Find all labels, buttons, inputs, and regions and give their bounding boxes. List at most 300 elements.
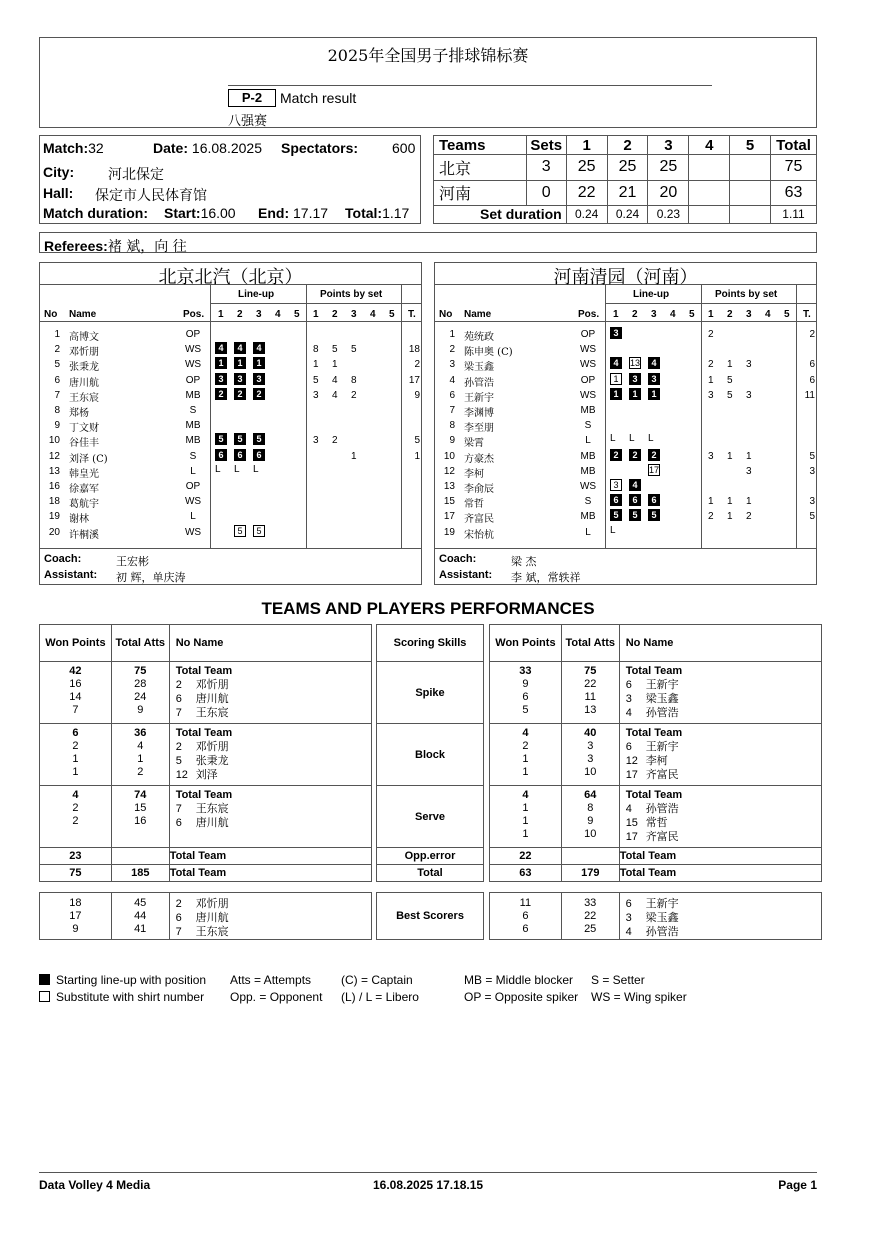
match-info <box>39 135 421 224</box>
total-won-value: 63 <box>490 865 562 882</box>
set-points: 1 <box>727 450 733 462</box>
lineup-entry <box>215 433 227 445</box>
total-set-duration: 1.11 <box>771 205 817 223</box>
player-entry <box>170 768 371 782</box>
referees <box>39 232 817 253</box>
lineup-position: 6 <box>253 449 265 461</box>
footer <box>39 1172 817 1192</box>
player-number: 6 <box>625 898 632 910</box>
player-name: 方豪杰 <box>464 453 494 465</box>
set-points: 3 <box>746 359 752 371</box>
lineup-entry <box>234 342 246 354</box>
player-name: 孙管浩 <box>464 377 494 389</box>
lineup-position: 6 <box>215 449 227 461</box>
player-name: 丁文财 <box>69 423 99 435</box>
match-number: 32 <box>88 140 104 156</box>
player-entry <box>170 830 371 844</box>
lineup-entry <box>610 494 622 506</box>
player-number: 1 <box>449 329 455 340</box>
player-entry <box>620 692 821 706</box>
player-name: 王东宸 <box>195 802 229 815</box>
atts-value: 75 <box>134 665 147 677</box>
player-name: 王东宸 <box>69 392 99 404</box>
total-atts-value: 179 <box>561 865 619 882</box>
player-number: 19 <box>443 526 455 538</box>
footer-page: Page 1 <box>778 1178 817 1192</box>
footer-timestamp: 16.08.2025 17.18.15 <box>373 1178 484 1192</box>
set-points: 2 <box>332 435 338 447</box>
player-position: S <box>189 450 197 462</box>
total-points: 63 <box>771 180 817 205</box>
atts-value: 2 <box>137 766 144 778</box>
set-points: 3 <box>313 435 319 447</box>
team-name: 河南 <box>434 180 527 205</box>
set-points: 2 <box>351 389 357 401</box>
set-points: 2 <box>708 329 714 340</box>
player-number: 5 <box>175 755 182 767</box>
best-name-cell <box>619 893 821 940</box>
lineup-entry <box>215 373 227 385</box>
lineup-entry <box>253 433 265 445</box>
set-score <box>689 155 730 180</box>
player-number: 13 <box>48 465 60 477</box>
lineup-set-header: 4 <box>275 309 281 320</box>
player-number: 6 <box>175 817 182 829</box>
lineup-entry <box>253 449 265 461</box>
player-name: 李俞辰 <box>464 484 494 495</box>
libero-mark <box>234 464 240 475</box>
player-name: 邓忻朋 <box>69 347 99 359</box>
player-number: 6 <box>175 693 182 705</box>
lineup-position: L <box>215 463 221 475</box>
won-value: 1 <box>522 802 529 814</box>
lineup-position: 2 <box>234 388 246 400</box>
city-label: City: <box>43 164 75 180</box>
player-name: 唐川航 <box>195 692 229 705</box>
player-name: 刘泽 <box>195 768 218 781</box>
player-number: 18 <box>48 496 60 508</box>
lineup-set-header: 1 <box>613 309 619 320</box>
player-name: 李柯 <box>645 754 668 767</box>
col-set5: 5 <box>730 136 771 155</box>
lineup-position: 17 <box>649 464 660 475</box>
column-divider <box>701 285 702 548</box>
lineup-entry <box>253 357 265 369</box>
player-entry <box>170 692 371 706</box>
col-total: T. <box>408 309 416 320</box>
city-value: 河北保定 <box>108 167 164 183</box>
assistant-names: 李 斌，常轶祥 <box>511 571 581 584</box>
attempts-cell <box>561 662 619 724</box>
lineup-set-header: 2 <box>237 309 243 320</box>
player-name: 苑统政 <box>464 332 494 343</box>
best-scorer-entry <box>170 925 371 939</box>
set-points: 1 <box>727 359 733 371</box>
player-position: L <box>585 435 591 447</box>
lineup-position: 1 <box>253 357 265 369</box>
roster-home <box>39 262 422 585</box>
best-won-value: 11 <box>519 897 532 909</box>
set-points: 5 <box>332 344 338 356</box>
col-set3: 3 <box>648 136 689 155</box>
player-number: 3 <box>625 912 632 924</box>
lineup-position: 1 <box>648 388 660 400</box>
row-divider <box>40 548 421 549</box>
attempts-cell <box>111 662 169 724</box>
player-name: 邓忻朋 <box>195 740 229 753</box>
won-value: 1 <box>522 828 529 840</box>
set-points: 1 <box>351 450 357 462</box>
player-number: 20 <box>48 526 60 538</box>
atts-value: 28 <box>134 678 147 690</box>
attempts-cell <box>111 724 169 786</box>
atts-value: 1 <box>137 753 144 765</box>
player-number: 8 <box>449 420 455 432</box>
col-set2: 2 <box>607 136 648 155</box>
col-set4: 4 <box>689 136 730 155</box>
team-title: 北京北汽（北京） <box>40 263 421 285</box>
player-entry <box>620 802 821 816</box>
player-name: 宋怡杭 <box>464 529 494 541</box>
atts-value: 3 <box>587 740 594 752</box>
player-name: 常哲 <box>645 816 668 829</box>
player-name: 张秉龙 <box>195 754 229 767</box>
player-name: 谷佳丰 <box>69 438 99 450</box>
legend-mb: MB = Middle blocker <box>464 973 574 987</box>
assistant-label: Assistant: <box>44 569 98 581</box>
col-name: Name <box>464 309 492 320</box>
total-points: 75 <box>771 155 817 180</box>
atts-value: 8 <box>587 802 594 814</box>
lineup-position: 3 <box>253 373 265 385</box>
set-points: 8 <box>313 344 319 356</box>
atts-value: 9 <box>137 704 144 716</box>
player-name: 孙管浩 <box>645 925 679 938</box>
date-label: Date: <box>153 140 189 156</box>
scoring-skills-table <box>376 624 484 882</box>
duration-label: Match duration: <box>43 205 148 221</box>
lineup-set-header: 4 <box>670 309 676 320</box>
lineup-position: 13 <box>630 358 641 369</box>
lineup-entry <box>629 357 641 369</box>
won-points-cell <box>40 662 112 724</box>
best-atts-value: 44 <box>134 910 147 922</box>
player-total: 2 <box>809 329 815 340</box>
lineup-position: 5 <box>234 433 246 445</box>
points-set-header: 3 <box>746 309 752 320</box>
legend-libero: (L) / L = Libero <box>341 990 419 1004</box>
lineup-position: 5 <box>629 509 641 521</box>
atts-value: 15 <box>134 802 147 814</box>
col-total: Total <box>771 136 817 155</box>
lineup-entry <box>215 357 227 369</box>
skill-name: Total <box>377 865 484 882</box>
player-number: 5 <box>54 359 60 371</box>
lineup-set-header: 5 <box>294 309 300 320</box>
set-score <box>689 180 730 205</box>
lineup-entry <box>610 373 622 385</box>
best-scorer-entry <box>170 893 371 911</box>
footer-software: Data Volley 4 Media <box>39 1178 151 1192</box>
won-value: 33 <box>519 665 532 677</box>
player-entry <box>170 754 371 768</box>
best-name-cell <box>169 893 371 940</box>
won-value: 4 <box>522 727 529 739</box>
coach-label: Coach: <box>439 553 477 565</box>
won-value: 4 <box>72 789 79 801</box>
spectators-value: 600 <box>392 140 416 156</box>
player-position: OP <box>185 329 201 340</box>
player-name: 梁玉鑫 <box>645 692 679 705</box>
lineup-position: 4 <box>234 342 246 354</box>
player-entry <box>170 740 371 754</box>
player-position: MB <box>580 450 596 462</box>
won-value: 6 <box>522 691 529 703</box>
won-points-cell <box>490 724 562 786</box>
lineup-entry <box>253 373 265 385</box>
col-won-points: Won Points <box>40 625 112 662</box>
player-number: 7 <box>175 803 182 815</box>
set-score: 20 <box>648 180 689 205</box>
player-total: 6 <box>809 374 815 386</box>
best-won-value: 6 <box>522 923 529 935</box>
players-cell <box>169 662 371 724</box>
lineup-position: 2 <box>215 388 227 400</box>
skill-name: Block <box>377 724 484 786</box>
best-scorer-entry <box>170 911 371 925</box>
legend-opp: Opp. = Opponent <box>230 990 323 1004</box>
player-number: 3 <box>625 693 632 705</box>
report-code: P-2 <box>228 89 276 107</box>
won-value: 2 <box>72 815 79 827</box>
performance-title: TEAMS AND PLAYERS PERFORMANCES <box>261 599 595 618</box>
lineup-entry <box>215 342 227 354</box>
player-name: 刘泽 (C) <box>69 453 108 465</box>
team-name: 北京 <box>434 155 527 180</box>
player-position: S <box>189 405 197 416</box>
total-team-label: Total Team <box>175 665 233 677</box>
lineup-entry <box>253 342 265 354</box>
lineup-position: 5 <box>610 509 622 521</box>
players-cell <box>169 786 371 848</box>
assistant-names: 初 辉，单庆涛 <box>116 571 186 584</box>
col-no-name: No Name <box>619 625 821 662</box>
player-number: 9 <box>54 420 60 432</box>
lineup-position: L <box>629 433 635 445</box>
total-team-label: Total Team <box>619 865 821 882</box>
player-total: 11 <box>804 389 815 401</box>
set-score <box>730 155 771 180</box>
lineup-entry <box>629 449 641 461</box>
lineup-position: 1 <box>629 388 641 400</box>
points-header: Points by set <box>715 289 778 300</box>
lineup-entry <box>215 449 227 461</box>
player-position: WS <box>184 526 202 538</box>
total-duration: 1.17 <box>382 205 410 221</box>
won-value: 7 <box>72 704 79 716</box>
total-won-value: 75 <box>40 865 112 882</box>
player-number: 10 <box>443 450 455 462</box>
set-score: 22 <box>566 180 607 205</box>
total-label: Total: <box>345 205 383 221</box>
coach-name: 梁 杰 <box>511 555 537 568</box>
won-value: 6 <box>72 727 79 739</box>
player-name: 梁玉鑫 <box>645 911 679 924</box>
set-points: 1 <box>727 496 733 508</box>
player-position: WS <box>579 389 597 401</box>
player-position: OP <box>580 329 596 340</box>
player-name: 陈申奥 (C) <box>464 347 513 359</box>
total-team-label: Total Team <box>625 727 683 739</box>
won-value: 16 <box>69 678 82 690</box>
coach-name: 王宏彬 <box>116 555 149 568</box>
player-number: 7 <box>54 389 60 401</box>
player-number: 7 <box>175 926 182 938</box>
player-number: 9 <box>449 435 455 447</box>
lineup-entry <box>253 388 265 400</box>
won-points-cell <box>490 786 562 848</box>
player-name: 徐嘉军 <box>69 484 99 495</box>
lineup-entry <box>234 525 246 537</box>
player-entry <box>620 678 821 692</box>
set-points: 5 <box>313 374 319 386</box>
player-total: 5 <box>809 511 815 523</box>
legend-op: OP = Opposite spiker <box>464 990 579 1004</box>
player-number: 6 <box>175 912 182 924</box>
lineup-entry <box>648 509 660 521</box>
skill-name: Opp.error <box>377 848 484 865</box>
best-scorers-table-b <box>489 892 822 940</box>
points-set-header: 5 <box>389 309 395 320</box>
libero-mark <box>253 464 259 475</box>
player-number: 2 <box>449 344 455 356</box>
report-header <box>39 37 817 128</box>
player-name: 王东宸 <box>195 925 229 938</box>
best-won-cell <box>40 893 112 940</box>
points-set-header: 3 <box>351 309 357 320</box>
lineup-entry <box>234 357 246 369</box>
atts-value: 22 <box>584 678 597 690</box>
legend-setter: S = Setter <box>591 973 645 987</box>
legend-substitute: Substitute with shirt number <box>56 990 205 1004</box>
match-date: 16.08.2025 <box>191 140 262 156</box>
total-team-label: Total Team <box>169 865 371 882</box>
lineup-entry <box>610 357 622 369</box>
player-name: 葛航宇 <box>69 499 99 511</box>
attempts-cell <box>111 786 169 848</box>
atts-value: 10 <box>584 766 597 778</box>
set-points: 2 <box>708 359 714 371</box>
lineup-entry <box>234 449 246 461</box>
lineup-position: 4 <box>215 342 227 354</box>
lineup-entry <box>610 327 622 339</box>
player-name: 齐富民 <box>645 830 679 843</box>
best-won-value: 18 <box>69 897 82 909</box>
total-team-label: Total Team <box>625 665 683 677</box>
end-time: 17.17 <box>293 205 329 221</box>
atts-value: 24 <box>134 691 147 703</box>
player-number: 2 <box>175 898 182 910</box>
total-team-label: Total Team <box>175 789 233 801</box>
player-total: 3 <box>809 496 815 508</box>
row-divider <box>210 303 421 304</box>
player-name: 李柯 <box>464 468 484 480</box>
player-name: 齐富民 <box>464 514 494 526</box>
score-row-home <box>434 155 817 180</box>
legend-ws: WS = Wing spiker <box>591 990 687 1004</box>
player-number: 8 <box>54 405 60 416</box>
player-position: WS <box>184 496 202 508</box>
player-name: 李至朋 <box>464 423 494 435</box>
set-duration <box>730 205 771 223</box>
player-name: 邓忻朋 <box>195 897 229 910</box>
legend-starting: Starting line-up with position <box>56 973 207 987</box>
set-score: 21 <box>607 180 648 205</box>
player-name: 齐富民 <box>645 768 679 781</box>
points-header: Points by set <box>320 289 383 300</box>
best-won-value: 9 <box>72 923 79 935</box>
lineup-position: 3 <box>629 373 641 385</box>
col-scoring-skills: Scoring Skills <box>377 625 484 662</box>
lineup-position: 3 <box>215 373 227 385</box>
won-value: 1 <box>72 766 79 778</box>
player-position: WS <box>579 359 597 371</box>
attempts-cell <box>561 786 619 848</box>
col-total-atts: Total Atts <box>111 625 169 662</box>
best-won-value: 17 <box>69 910 82 922</box>
points-set-header: 4 <box>765 309 771 320</box>
col-teams: Teams <box>434 136 527 155</box>
lineup-entry <box>610 449 622 461</box>
player-entry <box>170 706 371 720</box>
sets-won: 3 <box>526 155 566 180</box>
lineup-entry <box>253 525 265 537</box>
lineup-position: L <box>253 463 259 475</box>
col-sets: Sets <box>526 136 566 155</box>
player-name: 王新宇 <box>645 740 679 753</box>
player-entry <box>170 678 371 692</box>
player-position: WS <box>184 344 202 356</box>
lineup-position: L <box>234 463 240 475</box>
set-score: 25 <box>648 155 689 180</box>
player-number: 2 <box>54 344 60 356</box>
best-scorer-entry <box>620 925 821 939</box>
player-name: 王新宇 <box>464 392 494 404</box>
lineup-position: L <box>610 524 616 536</box>
lineup-position: 4 <box>629 479 641 491</box>
col-total: T. <box>803 309 811 320</box>
set-points: 4 <box>332 389 338 401</box>
atts-value: 40 <box>584 727 597 739</box>
player-total: 5 <box>414 435 420 447</box>
player-name: 孙管浩 <box>645 706 679 719</box>
won-points-cell <box>40 724 112 786</box>
player-number: 4 <box>625 707 632 719</box>
total-team-label: Total Team <box>175 727 233 739</box>
lineup-position: 3 <box>610 479 622 491</box>
player-total: 2 <box>414 359 420 371</box>
won-value: 5 <box>522 704 529 716</box>
won-value: 9 <box>522 678 529 690</box>
team-title: 河南清园（河南） <box>435 263 816 285</box>
player-entry <box>620 740 821 754</box>
set-duration: 0.24 <box>607 205 648 223</box>
atts-value: 4 <box>137 740 144 752</box>
total-team-label: Total Team <box>625 789 683 801</box>
set-points: 5 <box>727 374 733 386</box>
player-number: 7 <box>449 405 455 416</box>
atts-value: 11 <box>584 691 596 703</box>
